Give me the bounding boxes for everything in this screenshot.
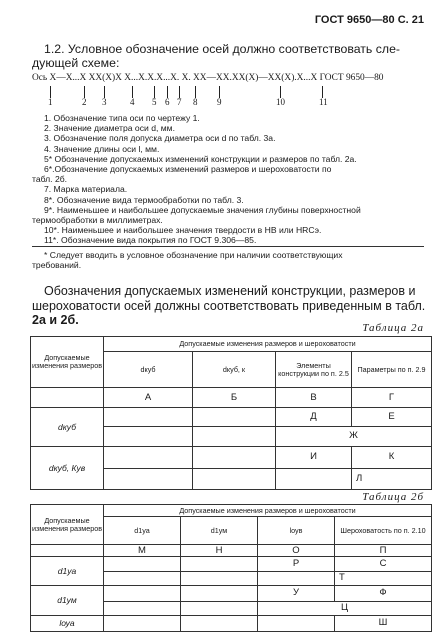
callout-10: 10 xyxy=(276,97,285,107)
callout-3: 3 xyxy=(102,97,107,107)
table-2a xyxy=(30,336,432,490)
table-2a-col0-header: Допускаемые изменения размеров xyxy=(31,337,104,388)
cell-R: Р xyxy=(258,557,335,571)
callout-11: 11 xyxy=(319,97,328,107)
table-2a-col2-header: dкуб, к xyxy=(193,351,276,388)
cell-E: Е xyxy=(352,407,432,426)
note-8: 8*. Обозначение вида термообработки по табл. 3. xyxy=(44,194,244,205)
callout-6: 6 xyxy=(165,97,170,107)
table-2b-col4-header: Шероховатость по п. 2.10 xyxy=(335,517,432,545)
cell-V: В xyxy=(276,388,352,407)
intro-line-1: 1.2. Условное обозначение осей должно соответствовать сле- xyxy=(44,42,401,56)
note-7: 7. Марка материала. xyxy=(44,184,128,195)
note-9-cont: термообработки в миллиметрах. xyxy=(32,215,163,226)
table-2a-row-label-1: dкуб xyxy=(31,407,104,446)
notes-list xyxy=(32,113,434,246)
table-2a-row-label-2: dкуб, Кув xyxy=(31,446,104,489)
cell-K: К xyxy=(352,446,432,469)
note-5: 5* Обозначение допускаемых изменений конструкции и размеров по табл. 2а. xyxy=(44,153,357,164)
cell-M: М xyxy=(104,545,181,557)
note-6-cont: табл. 2б. xyxy=(32,174,68,185)
note-1: 1. Обозначение типа оси по чертежу 1. xyxy=(44,113,200,123)
note-3: 3. Обозначение поля допуска диаметра оси d по табл. 3а. xyxy=(44,133,276,144)
tables-intro-line-2: шероховатости осей должны соответствовать приведенным в табл. xyxy=(32,298,426,313)
note-4: 4. Значение длины оси l, мм. xyxy=(44,143,160,154)
intro-line-2: дующей схеме: xyxy=(32,56,120,70)
note-2: 2. Значение диаметра оси d, мм. xyxy=(44,123,175,134)
cell-Zh: Ж xyxy=(276,427,432,446)
cell-I: И xyxy=(276,446,352,469)
note-9: 9*. Наименьшее и наибольшее допускаемые значения глубины поверхностной xyxy=(44,204,361,215)
cell-N: Н xyxy=(181,545,258,557)
callout-4: 4 xyxy=(130,97,135,107)
tables-intro-line-1: Обозначения допускаемых изменений конструкции, размеров и xyxy=(44,284,416,298)
table-2b-col3-header: lоув xyxy=(258,517,335,545)
callout-5: 5 xyxy=(152,97,157,107)
table-2b-row-label-3: lоуа xyxy=(31,615,104,631)
callout-2: 2 xyxy=(82,97,87,107)
section-intro xyxy=(32,42,426,70)
table-2a-col1-header: dкуб xyxy=(104,351,193,388)
footnote xyxy=(32,250,434,271)
cell-L: Л xyxy=(352,469,432,490)
table-2b-row-label-2: d1ум xyxy=(31,585,104,615)
callout-1: 1 xyxy=(48,97,53,107)
note-6: 6*.Обозначение допускаемых изменений размеров и шероховатости по xyxy=(44,164,332,175)
table-2b-col2-header: d1ум xyxy=(181,517,258,545)
cell-T: Т xyxy=(335,571,432,585)
table-2a-col4-header: Параметры по п. 2.9 xyxy=(352,351,432,388)
notes-divider xyxy=(32,246,424,247)
note-10: 10*. Наименьшее и наибольшее значения твердости в HB или HRCэ. xyxy=(44,225,322,236)
designation-scheme: Ось X—X...X XX(X)X X...X.X.X...X. X. XX—XX.XX(X)—XX(X).X...X ГОСТ 9650—80 xyxy=(32,73,384,83)
table-2b-group-header: Допускаемые изменения размеров и шероховатости xyxy=(104,505,432,517)
callout-7: 7 xyxy=(177,97,182,107)
table-2b-blank xyxy=(31,545,104,557)
footnote-line-2: требований. xyxy=(32,260,82,271)
page-header: ГОСТ 9650—80 С. 21 xyxy=(314,14,424,26)
tables-intro xyxy=(32,284,434,328)
table-2b-row-label-1: d1уа xyxy=(31,557,104,585)
cell-Ts: Ц xyxy=(258,601,432,615)
cell-S: С xyxy=(335,557,432,571)
footnote-line-1: * Следует вводить в условное обозначение при наличии соответствующих xyxy=(44,250,343,260)
cell-B: Б xyxy=(193,388,276,407)
tables-intro-line-3: 2а и 2б. xyxy=(32,313,79,327)
cell-G: Г xyxy=(352,388,432,407)
cell-P: П xyxy=(335,545,432,557)
note-11: 11*. Обозначение вида покрытия по ГОСТ 9.306—85. xyxy=(44,235,257,246)
table-2b xyxy=(30,504,432,632)
table-2b-col1-header: d1уа xyxy=(104,517,181,545)
cell-O: О xyxy=(258,545,335,557)
cell-Sh: Ш xyxy=(335,615,432,631)
table-2b-caption: Таблица 2б xyxy=(362,491,424,503)
table-2a-caption: Таблица 2а xyxy=(362,322,424,334)
cell-F: Ф xyxy=(335,585,432,601)
cell-U: У xyxy=(258,585,335,601)
cell-D: Д xyxy=(276,407,352,426)
scheme-callouts xyxy=(32,86,432,112)
callout-9: 9 xyxy=(217,97,222,107)
table-2a-col3-header: Элементы конструкции по п. 2.5 xyxy=(276,351,352,388)
callout-8: 8 xyxy=(193,97,198,107)
cell-A: А xyxy=(104,388,193,407)
table-2b-col0-header: Допускаемые изменения размеров xyxy=(31,505,104,545)
table-2a-group-header: Допускаемые изменения размеров и шероховатости xyxy=(104,337,432,352)
table-2a-blank xyxy=(31,388,104,407)
